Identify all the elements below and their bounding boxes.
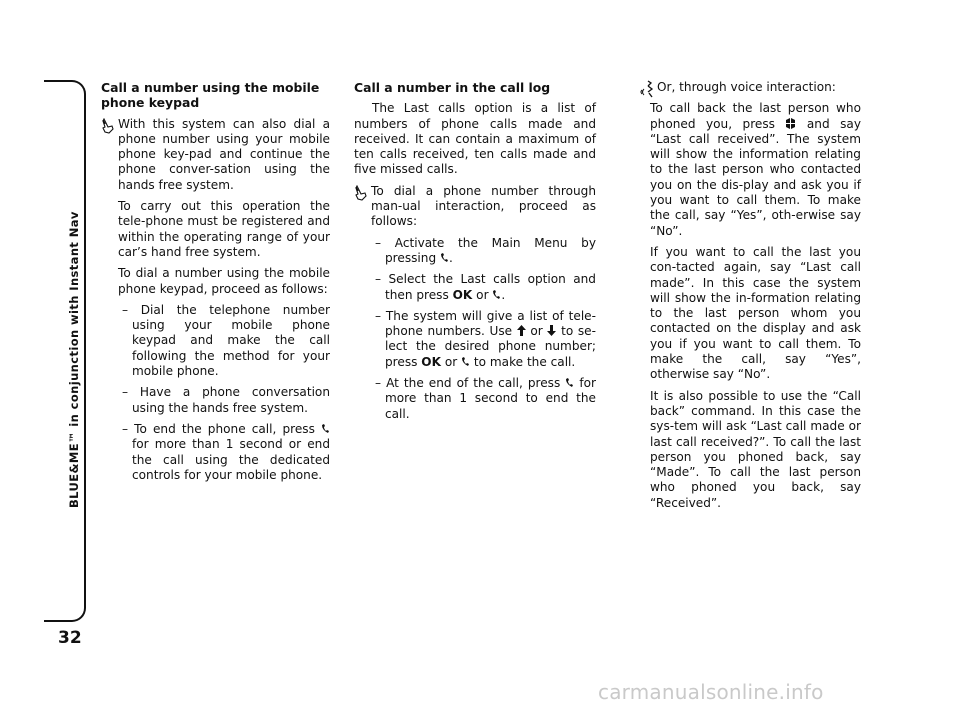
paragraph: To carry out this operation the tele-phone must be registered and within the operating range of your car’s hand free system. — [118, 199, 330, 259]
phone-handset-icon — [461, 357, 470, 367]
section-heading-keypad: Call a number using the mobile phone keypad — [101, 80, 320, 111]
column-2 — [354, 80, 596, 428]
voice-command-icon — [639, 80, 655, 98]
page-number: 32 — [58, 628, 82, 648]
paragraph: To call back the last person who phoned you, press and say “Last call received”. The system will show the information relating to the last person who contacted you on the dis-play and ask you if you want to call them. To make the call, say “Yes”, oth-erwise say “No”. — [650, 101, 861, 238]
step-item: – Activate the Main Menu by pressing . — [375, 235, 596, 265]
ok-label: OK — [421, 354, 441, 369]
voice-button-icon — [785, 118, 796, 129]
paragraph: The Last calls option is a list of numbers of phone calls made and received. It can contain a maximum of ten calls received, ten calls made and five missed calls. — [354, 101, 596, 177]
step-item: – Dial the telephone number using your mobile phone keypad and make the call following the method for your mobile phone. — [122, 302, 330, 379]
step-item: – To end the phone call, press for more than 1 second or end the call using the dedicated controls for your mobile phone. — [122, 421, 330, 482]
step-item: – Select the Last calls option and then press OK or . — [375, 272, 596, 302]
phone-handset-icon — [321, 424, 330, 434]
paragraph: It is also possible to use the “Call back” command. In this case the sys-tem will ask “Last call made or last call received?”. To call the last person you phoned back, say “Made”. To call the last person who phoned you back, say “Received”. — [650, 388, 861, 510]
column-3 — [650, 80, 861, 517]
voice-intro: Or, through voice interaction: — [650, 80, 861, 95]
arrow-up-icon — [517, 325, 526, 336]
paragraph: To dial a number using the mobile phone keypad, proceed as follows: — [118, 266, 330, 296]
step-item: – The system will give a list of tele-phone numbers. Use or to se-lect the desired phone number; press OK or to make the call. — [375, 308, 596, 369]
arrow-down-icon — [547, 325, 556, 336]
manual-note: To dial a phone number through man-ual interaction, proceed as follows: — [354, 184, 596, 230]
watermark: carmanualsonline.info — [598, 680, 824, 704]
column-1 — [101, 80, 330, 489]
intro-note: With this system can also dial a phone number using your mobile phone key-pad and continue the phone conver-sation using the hands free system. — [101, 117, 330, 193]
hand-pointer-icon — [354, 185, 368, 201]
section-heading-call-log: Call a number in the call log — [354, 80, 551, 95]
hand-pointer-icon — [101, 118, 115, 134]
paragraph: If you want to call the last you con-tacted again, say “Last call made”. In this case the system will show the in-formation relating to the last person whom you contacted on the display and ask you if you want to call them. To make the call, say “Yes”, otherwise say “No”. — [650, 244, 861, 382]
step-item: – At the end of the call, press for more than 1 second to end the call. — [375, 376, 596, 421]
ok-label: OK — [452, 287, 473, 302]
phone-handset-icon — [440, 253, 449, 263]
phone-handset-icon — [565, 378, 574, 388]
side-title: BLUE&ME™ in conjunction with Instant Nav — [67, 211, 81, 508]
step-item: – Have a phone conversation using the hands free system. — [122, 385, 330, 415]
